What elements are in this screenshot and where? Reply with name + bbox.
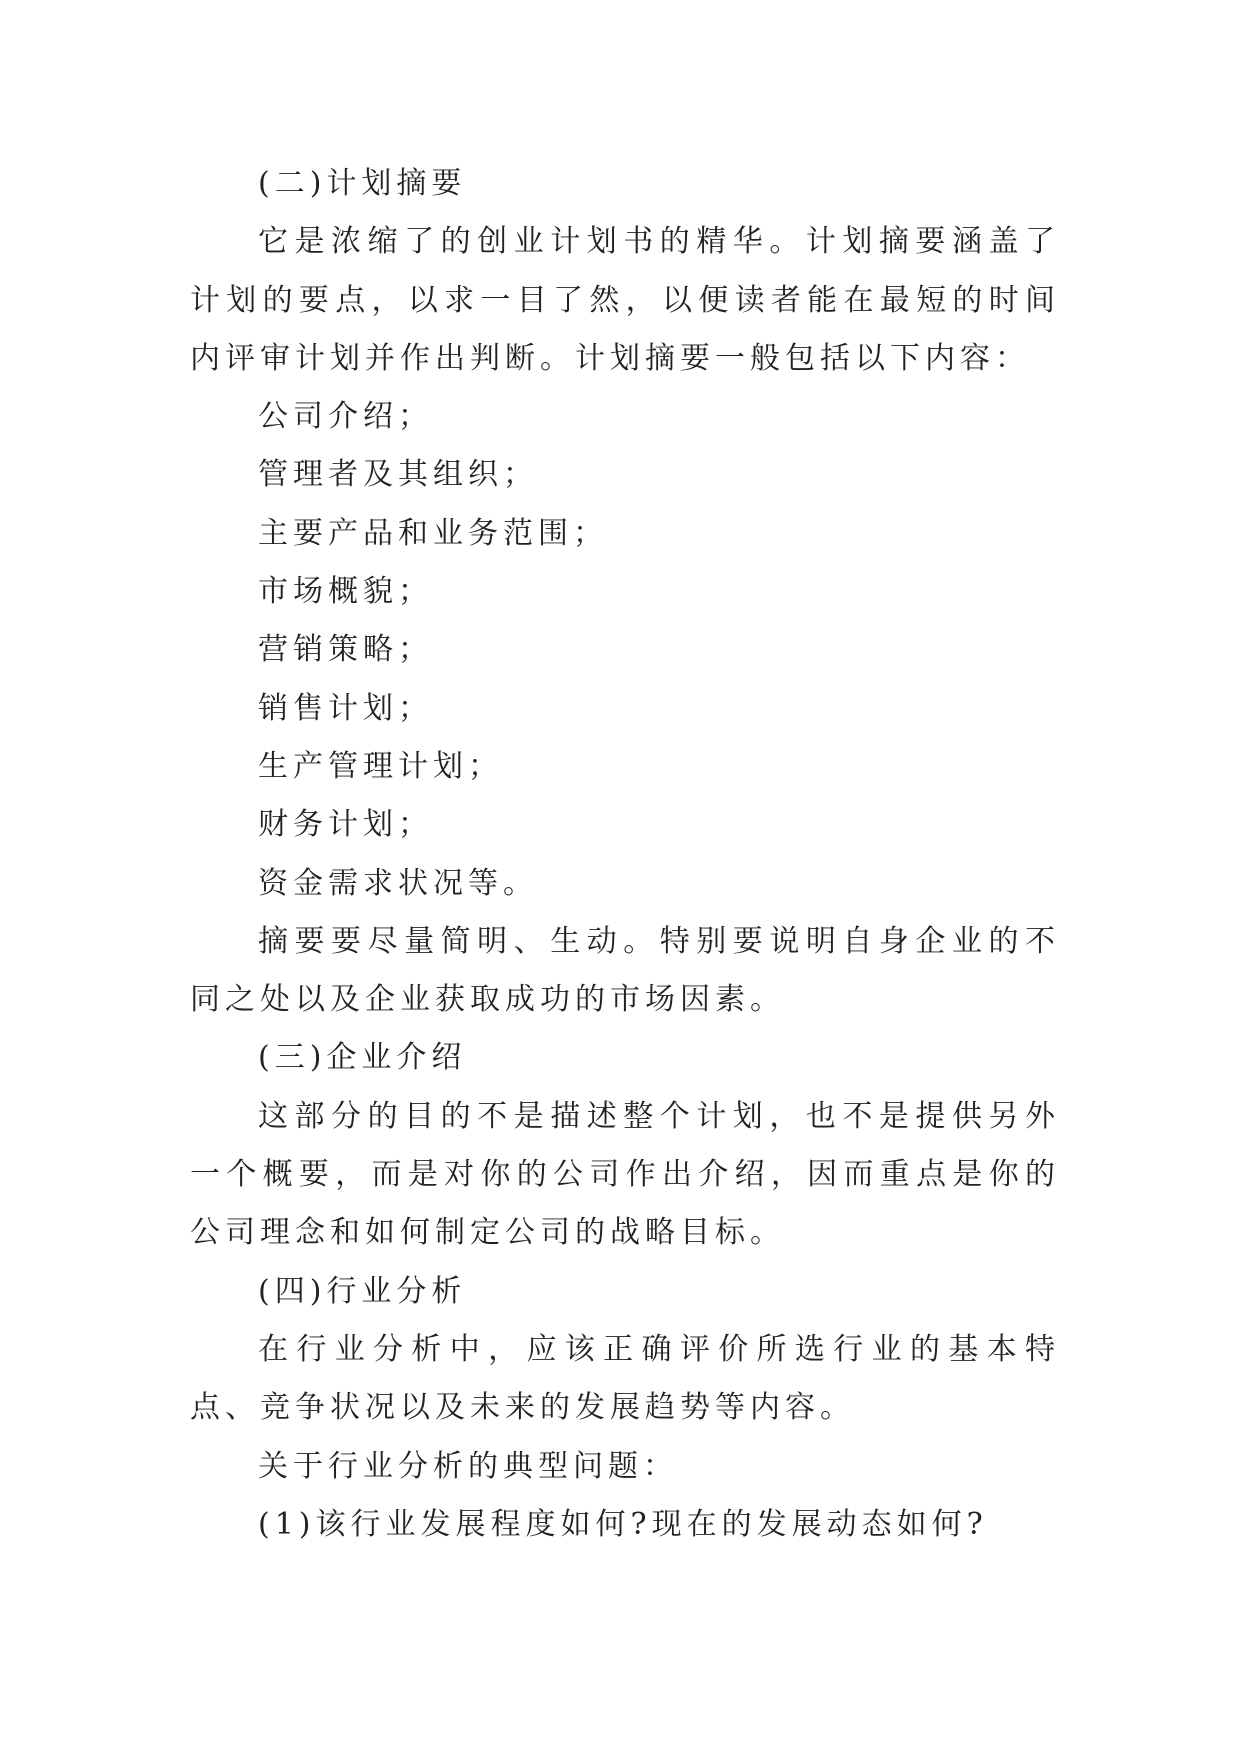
question-item-1: (1)该行业发展程度如何?现在的发展动态如何? — [258, 1506, 988, 1542]
list-item-sales: 销售计划； — [258, 690, 433, 726]
list-item-company-intro: 公司介绍； — [258, 399, 433, 435]
section-heading-company-intro: (三)企业介绍 — [258, 1040, 467, 1076]
paragraph-summary-guidance: 摘要要尽量简明、生动。特别要说明自身企业的不同之处以及企业获取成功的市场因素。 — [190, 923, 1060, 1018]
list-item-funding: 资金需求状况等。 — [258, 865, 538, 901]
list-item-production: 生产管理计划； — [258, 748, 503, 784]
list-item-marketing: 营销策略； — [258, 632, 433, 668]
list-item-management: 管理者及其组织； — [258, 457, 538, 493]
paragraph-industry-analysis: 在行业分析中，应该正确评价所选行业的基本特点、竞争状况以及未来的发展趋势等内容。 — [190, 1331, 1060, 1426]
list-item-finance: 财务计划； — [258, 807, 433, 843]
paragraph-typical-questions: 关于行业分析的典型问题： — [258, 1448, 678, 1484]
section-heading-industry-analysis: (四)行业分析 — [258, 1273, 467, 1309]
section-heading-plan-summary: (二)计划摘要 — [258, 166, 467, 201]
document-body — [190, 155, 1060, 1554]
paragraph-plan-summary-intro: 它是浓缩了的创业计划书的精华。计划摘要涵盖了计划的要点，以求一目了然，以便读者能在最短的时间内评审计划并作出判断。计划摘要一般包括以下内容： — [190, 224, 1060, 376]
paragraph-company-intro: 这部分的目的不是描述整个计划，也不是提供另外一个概要，而是对你的公司作出介绍，因而重点是你的公司理念和如何制定公司的战略目标。 — [190, 1098, 1060, 1251]
list-item-products: 主要产品和业务范围； — [258, 515, 608, 551]
list-item-market: 市场概貌； — [258, 574, 433, 610]
